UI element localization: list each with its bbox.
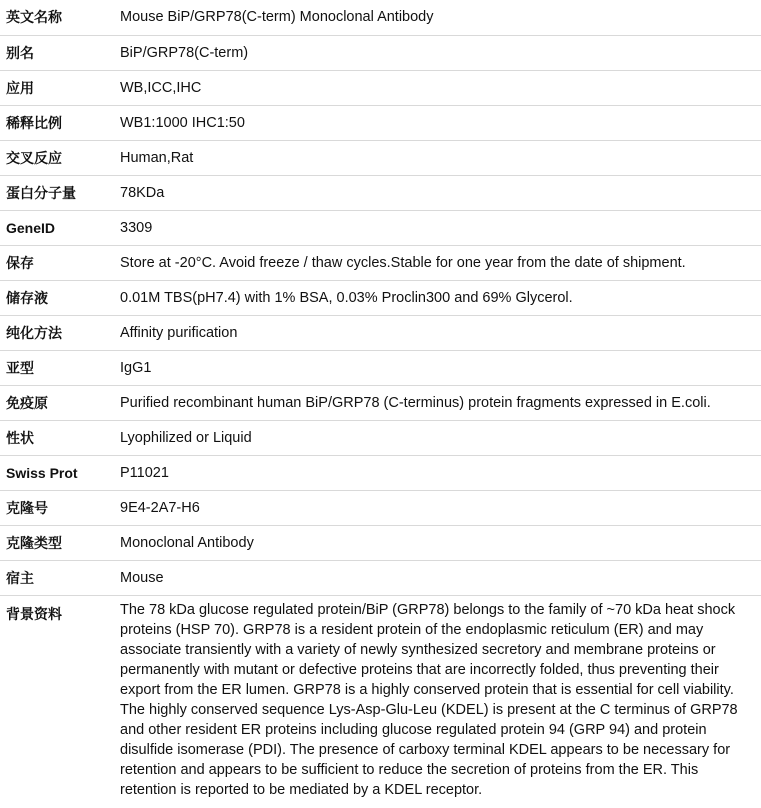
row-value: P11021 — [114, 455, 761, 490]
row-value: WB1:1000 IHC1:50 — [114, 105, 761, 140]
row-value: Mouse BiP/GRP78(C-term) Monoclonal Antibody — [114, 0, 761, 35]
row-value: Store at -20°C. Avoid freeze / thaw cycles.Stable for one year from the date of shipment. — [114, 245, 761, 280]
row-value: 3309 — [114, 210, 761, 245]
row-key: 蛋白分子量 — [0, 175, 114, 210]
row-alias — [0, 35, 761, 70]
row-value: Purified recombinant human BiP/GRP78 (C-terminus) protein fragments expressed in E.coli. — [114, 385, 761, 420]
row-english-name — [0, 0, 761, 35]
row-immunogen — [0, 385, 761, 420]
row-value: 9E4-2A7-H6 — [114, 490, 761, 525]
row-buffer — [0, 280, 761, 315]
row-value: Lyophilized or Liquid — [114, 420, 761, 455]
row-key: 性状 — [0, 420, 114, 455]
row-key: 稀释比例 — [0, 105, 114, 140]
row-key: 背景资料 — [6, 605, 62, 622]
row-key: 宿主 — [0, 560, 114, 595]
row-purification — [0, 315, 761, 350]
row-key: 免疫原 — [0, 385, 114, 420]
row-key: 别名 — [0, 35, 114, 70]
row-value: BiP/GRP78(C-term) — [114, 35, 761, 70]
row-value: The 78 kDa glucose regulated protein/BiP (GRP78) belongs to the family of ~70 kDa heat shock proteins (HSP 70). GRP78 is a resident protein of the endoplasmic reticulum (ER) and may associate transiently with a variety of newly synthesized secretory and membrane proteins or permanently with mutant or defective proteins that are incorrectly folded, thus preventing their export from the ER lumen. GRP78 is a highly conserved protein that is essential for cell viability. The highly conserved sequence Lys-Asp-Glu-Leu (KDEL) is present at the C terminus of GRP78 and other resident ER proteins including glucose regulated protein 94 (GRP 94) and protein disulfide isomerase (PDI). The presence of carboxy terminal KDEL appears to be necessary for retention and appears to be sufficient to reduce the secretion of proteins from the ER. This retention is reported to be mediated by a KDEL receptor. — [120, 601, 738, 798]
row-key: 保存 — [0, 245, 114, 280]
row-key: Swiss Prot — [0, 455, 114, 490]
row-value: Affinity purification — [114, 315, 761, 350]
row-isotype — [0, 350, 761, 385]
row-key: 克隆类型 — [0, 525, 114, 560]
row-background — [0, 595, 761, 800]
row-value: 78KDa — [114, 175, 761, 210]
row-value: IgG1 — [114, 350, 761, 385]
row-key: 英文名称 — [0, 0, 114, 35]
row-key: 应用 — [0, 70, 114, 105]
row-key: 克隆号 — [0, 490, 114, 525]
row-clone-number — [0, 490, 761, 525]
row-value: Human,Rat — [114, 140, 761, 175]
row-molecular-weight — [0, 175, 761, 210]
row-value: 0.01M TBS(pH7.4) with 1% BSA, 0.03% Proclin300 and 69% Glycerol. — [114, 280, 761, 315]
row-host — [0, 560, 761, 595]
row-value: Mouse — [114, 560, 761, 595]
row-key: 储存液 — [0, 280, 114, 315]
row-application — [0, 70, 761, 105]
row-value: WB,ICC,IHC — [114, 70, 761, 105]
row-reactivity — [0, 140, 761, 175]
row-key: 交叉反应 — [0, 140, 114, 175]
row-key: 纯化方法 — [0, 315, 114, 350]
row-form — [0, 420, 761, 455]
row-key: 亚型 — [0, 350, 114, 385]
row-clonality — [0, 525, 761, 560]
row-storage — [0, 245, 761, 280]
row-dilution — [0, 105, 761, 140]
row-gene-id — [0, 210, 761, 245]
row-key: GeneID — [0, 210, 114, 245]
row-swiss-prot — [0, 455, 761, 490]
row-value: Monoclonal Antibody — [114, 525, 761, 560]
